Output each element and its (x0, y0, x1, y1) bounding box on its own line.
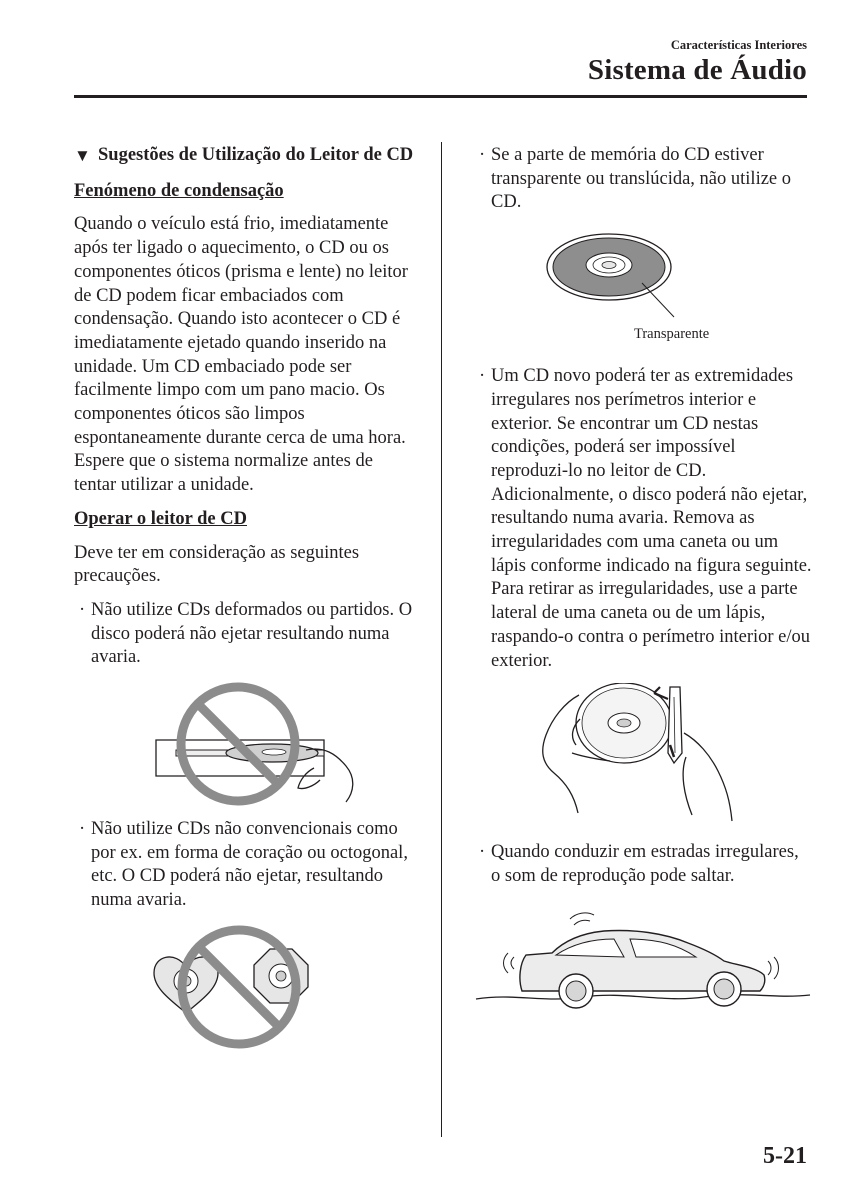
operate-intro: Deve ter em consideração as seguintes precauções. (74, 542, 360, 587)
bullet-dot: · (479, 842, 486, 863)
bullet-text: Não utilize CDs não convencionais como por ex. em forma de coração ou octogonal, etc. O CD poderá não ejetar, resultando numa avaria. (91, 819, 408, 911)
transparent-cd-illustration (474, 225, 812, 347)
bullet-text: Um CD novo poderá ter as extremidades irregulares nos perímetros interior e exterior. Se encontrar um CD nestas condições, poderá ser impossível reproduzi-lo no leitor de CD. Adicionalmente, o disco poderá não ejetar, resultando numa avaria. Remova as irregularidades com uma caneta ou um lápis conforme indicado na figura seguinte. Para retirar as irregularidades, use a parte lateral de uma caneta ou de um lápis, raspando-o contra o perímetro interior e/ou exterior. (491, 366, 812, 671)
deformed-cd-illustration (74, 680, 414, 806)
bullet-transparent-cd (474, 144, 812, 215)
bullet-dot: · (479, 145, 486, 165)
shaped-cd-illustration (74, 923, 414, 1063)
bullet-deformed-cd (74, 599, 414, 670)
transparent-caption: Transparente (634, 326, 710, 343)
page-number: 5-21 (763, 1143, 807, 1169)
bullet-irregular-edges (474, 365, 812, 673)
bullet-rough-roads (474, 841, 812, 888)
page-title: Sistema de Áudio (587, 54, 807, 86)
bullet-nonstandard-cd (74, 818, 414, 913)
car-bumpy-road-illustration (474, 899, 812, 1019)
triangle-marker-icon: ▼ (74, 146, 91, 165)
bullet-text: Se a parte de memória do CD estiver transparente ou translúcida, não utilize o CD. (491, 145, 792, 213)
section-heading-text: Sugestões de Utilização do Leitor de CD (98, 145, 414, 165)
car-vibration-icon (474, 899, 812, 1019)
right-column (474, 144, 812, 1019)
scrape-cd-illustration (474, 683, 812, 823)
operate-subheading: Operar o leitor de CD (74, 508, 247, 529)
column-divider (441, 142, 442, 1137)
condensation-paragraph: Quando o veículo está frio, imediatamente após ter ligado o aquecimento, o CD ou os componentes óticos (prisma e lente) no leitor de CD podem ficar embaciados com condensação. Quando isto acontecer o CD é imediatamente ejetado quando inserido na unidade. Um CD embaciado pode ser facilmente limpo com um pano macio. Os componentes óticos são limpos espontaneamente durante cerca de uma hora. Espere que o sistema normalize antes de tentar utilizar a unidade. (74, 214, 408, 496)
pen-scrape-cd-icon (474, 683, 812, 823)
bullet-dot: · (79, 819, 86, 840)
bullet-text: Quando conduzir em estradas irregulares, o som de reprodução pode saltar. (491, 842, 799, 886)
no-deformed-cd-icon (74, 680, 414, 806)
header-rule (74, 95, 807, 98)
condensation-subheading: Fenómeno de condensação (74, 180, 284, 201)
bullet-text: Não utilize CDs deformados ou partidos. O disco poderá não ejetar resultando numa avaria. (91, 599, 413, 668)
section-label: Características Interiores (670, 38, 807, 52)
bullet-dot: · (79, 599, 86, 620)
bullet-dot: · (479, 366, 486, 387)
no-shaped-cd-icon (74, 923, 414, 1063)
section-heading (74, 144, 414, 168)
left-column (74, 144, 414, 1063)
